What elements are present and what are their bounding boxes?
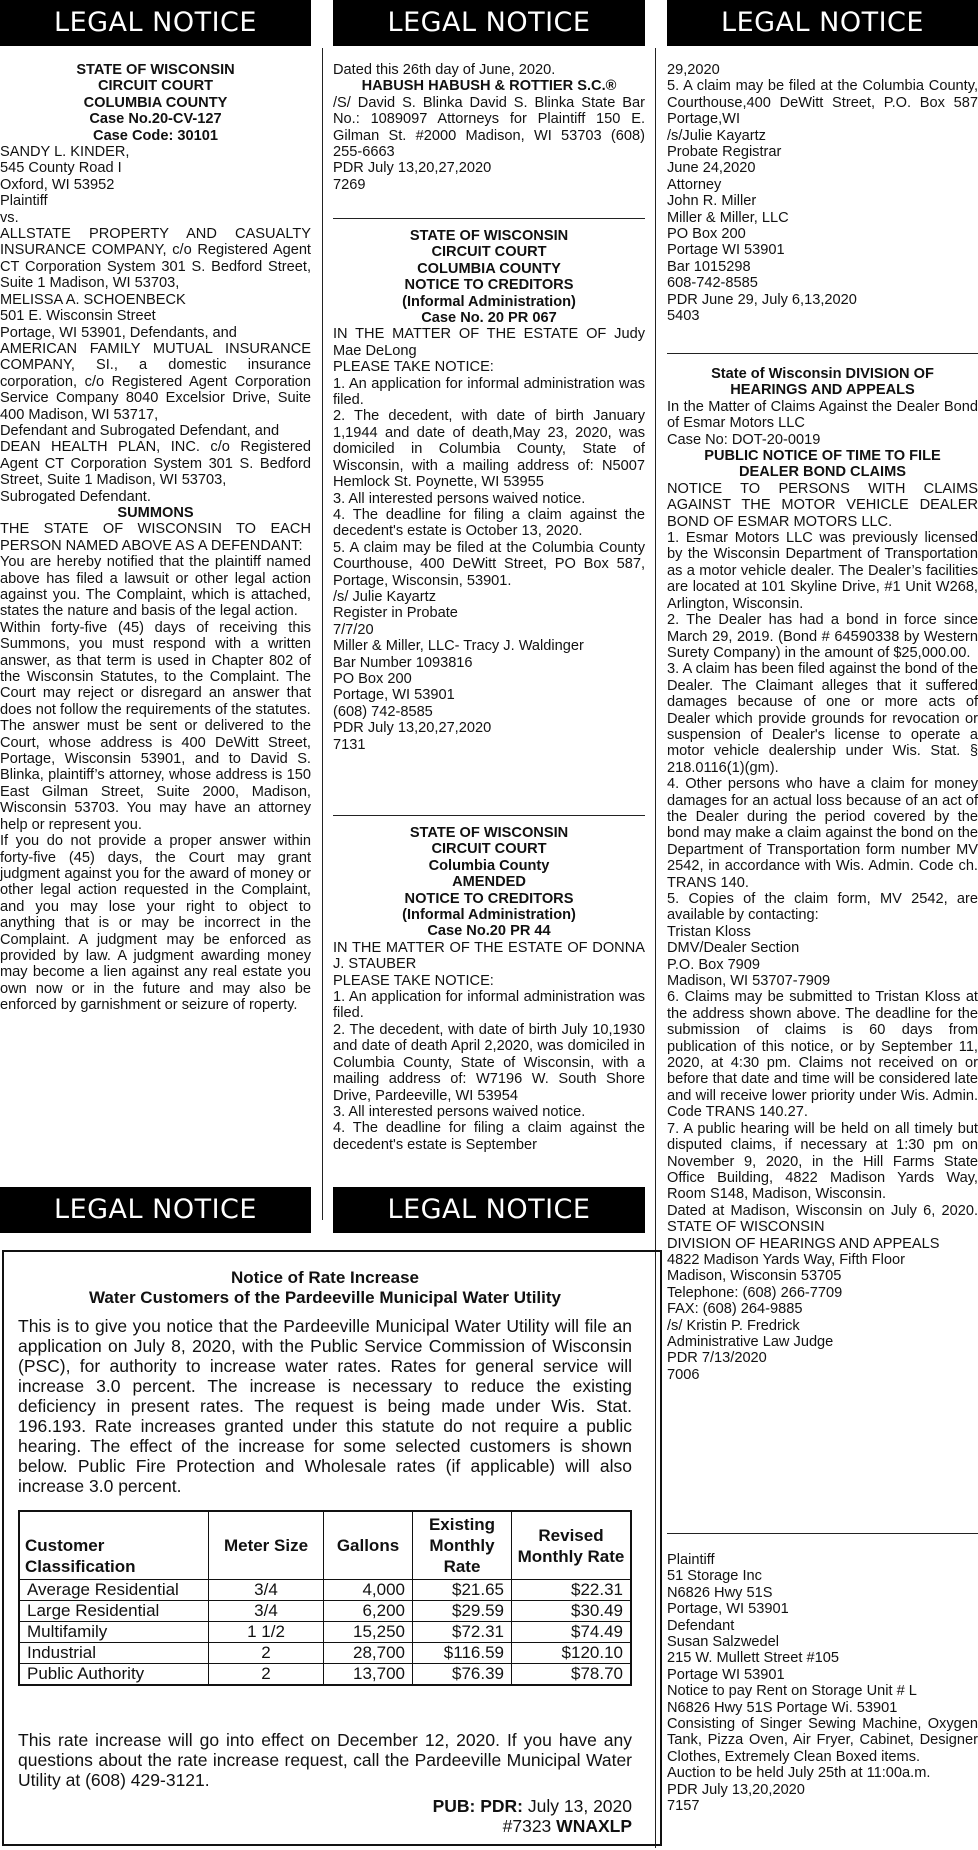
notice-line: 608-742-8585 <box>667 275 758 292</box>
table-row <box>19 1601 631 1622</box>
notice-line: PO Box 200 <box>667 226 746 243</box>
summons-paragraph: Within forty-five (45) days of receiving this Summons, you must respond with a written answer, as that term is used in Chapter 802 of the Wisconsin Statutes, to the Complaint. The Court may reject or disregard an answer that does not follow the requirements of the statutes. <box>0 619 311 718</box>
column-header: Existing Monthly Rate <box>413 1511 512 1580</box>
storage-auction-notice <box>667 1552 978 1815</box>
table-cell: 3/4 <box>209 1601 324 1622</box>
notice-line: N6826 Hwy 51S <box>667 1584 773 1601</box>
table-cell: 1 1/2 <box>209 1622 324 1643</box>
notice-line: Bar Number 1093816 <box>333 654 473 671</box>
table-cell: $76.39 <box>413 1664 512 1686</box>
notice-line: Dated at Madison, Wisconsin on July 6, 2020. STATE OF WISCONSIN <box>667 1202 978 1236</box>
table-header-row <box>19 1511 631 1580</box>
legal-notice-banner: LEGAL NOTICE <box>333 1187 645 1233</box>
notice-line: IN THE MATTER OF THE ESTATE OF Judy Mae DeLong <box>333 326 645 359</box>
table-row <box>19 1643 631 1664</box>
column-header: Gallons <box>324 1511 413 1580</box>
notice-line: 7/7/20 <box>333 621 374 638</box>
notice-line: PDR June 29, July 6,13,2020 <box>667 291 857 308</box>
notice-line: (608) 742-8585 <box>333 703 433 720</box>
notice-line: Administrative Law Judge <box>667 1333 834 1350</box>
table-cell: 2 <box>209 1643 324 1664</box>
notice-line: 1. An application for informal administration was filed. <box>333 989 645 1022</box>
table-row <box>19 1622 631 1643</box>
party-line: 545 County Road I <box>0 160 122 177</box>
notice-line: /s/Julie Kayartz <box>667 127 766 144</box>
notice-line: June 24,2020 <box>667 160 756 177</box>
column-divider <box>322 48 323 1220</box>
notice-code-number: #7323 <box>502 1816 552 1836</box>
notice-line: PO Box 200 <box>333 670 412 687</box>
notice-title: DEALER BOND CLAIMS <box>738 464 907 481</box>
notice-line: PLEASE TAKE NOTICE: <box>333 359 494 376</box>
case-number: Case No. 20 PR 067 <box>421 310 557 327</box>
rate-intro-paragraph: This is to give you notice that the Pardeeville Municipal Water Utility will file an application on July 8, 2020, with the Public Service Commission of Wisconsin (PSC), for authority to increase water rates. Rates for general service will increase 3.0 percent. The increase is necessary to reduce the existing deficiency in present rates. The request is being made under Wis. Stat. 196.193. Rate increases granted under this statute do not require a public hearing. The effect of the increase for some selected customers is shown below. Public Fire Protection and Wholesale rates (if applicable) will also increase 3.0 percent. <box>18 1316 632 1496</box>
notice-line: Plaintiff <box>667 1552 715 1568</box>
notice-line: Portage, WI 53901 <box>333 687 455 704</box>
notice-line: Bar 1015298 <box>667 258 751 275</box>
party-line: vs. <box>0 209 19 226</box>
party-line: Plaintiff <box>0 193 48 210</box>
notice-line: 4. Other persons who have a claim for money damages for an actual loss because of an act of the Dealer during the period covered by the bond may make a claim against the bond on the Department of Transportation form number MV 2542, in accordance with Wis. Admin. Code ch. TRANS 140. <box>667 776 978 891</box>
notice-line: In the Matter of Claims Against the Dealer Bond of Esmar Motors LLC <box>667 398 978 432</box>
notice-line: IN THE MATTER OF THE ESTATE OF DONNA J. STAUBER <box>333 939 645 973</box>
case-number: Case No.20 PR 44 <box>427 923 551 940</box>
publication-line <box>18 1796 632 1816</box>
table-cell: $120.10 <box>512 1643 632 1664</box>
notice-line: Portage WI 53901 <box>667 242 785 259</box>
notice-line: 3. A claim has been filed against the bond of the Dealer. The Claimant alleges that it suffered damages because of one or more acts of Dealer which provide grounds for revocation or suspension of Dealer's license to operate a motor vehicle dealership under Wis. Stat. § 218.0116(1)(gm). <box>667 661 978 776</box>
table-cell: Average Residential <box>19 1580 209 1601</box>
summons-notice <box>0 62 311 1014</box>
party-line: AMERICAN FAMILY MUTUAL INSURANCE COMPANY, SI., a domestic insurance corporation, c/o Registered Agent Corporation Service Company 8040 Excelsior Drive, Suite 400 Madison, WI 53717, <box>0 340 311 423</box>
notice-line: 5. A claim may be filed at the Columbia County Courthouse, 400 DeWitt Street, PO Box 587, Portage, Wisconsin, 53901. <box>333 539 645 589</box>
table-cell: 28,700 <box>324 1643 413 1664</box>
legal-notice-banner: LEGAL NOTICE <box>667 0 978 46</box>
notice-line: 2. The decedent, with date of birth July 10,1930 and date of death April 2,2020, was domiciled in Columbia County, State of Wisconsin, with a mailing address of: W7196 W. South Shore Drive, Pardeeville, WI 53954 <box>333 1021 645 1104</box>
notice-line: Register in Probate <box>333 605 458 622</box>
notice-line: 7157 <box>667 1798 700 1815</box>
notice-line: PLEASE TAKE NOTICE: <box>333 972 494 989</box>
notice-line: Auction to be held July 25th at 11:00a.m. <box>667 1765 931 1782</box>
party-line: SANDY L. KINDER, <box>0 144 130 161</box>
notice-heading: CIRCUIT COURT <box>431 244 547 261</box>
case-number: Case No.20-CV-127 <box>89 111 222 128</box>
legal-notice-banner: LEGAL NOTICE <box>0 0 311 46</box>
creditor-notice-stauber <box>333 825 645 1153</box>
party-line: ALLSTATE PROPERTY AND CASUALTY INSURANCE COMPANY, c/o Registered Agent CT Corporation System 301 S. Bedford Street, Suite 1 Madison, WI 53703, <box>0 226 311 292</box>
notice-divider <box>333 218 645 219</box>
notice-line: 215 W. Mullett Street #105 <box>667 1650 839 1667</box>
notice-line: 3. All interested persons waived notice. <box>333 1103 586 1120</box>
notice-line: /s/ Julie Kayartz <box>333 588 437 605</box>
publication-label: PUB: PDR: <box>432 1796 524 1816</box>
party-line: Oxford, WI 53952 <box>0 176 115 193</box>
notice-line: 4. The deadline for filing a claim against the decedent's estate is September <box>333 1120 645 1153</box>
notice-line: Probate Registrar <box>667 144 782 161</box>
county-line: Columbia County <box>428 857 550 874</box>
notice-line: Attorney <box>667 176 722 193</box>
table-cell: $30.49 <box>512 1601 632 1622</box>
table-cell: $21.65 <box>413 1580 512 1601</box>
legal-notice-banner: LEGAL NOTICE <box>0 1187 311 1233</box>
summons-paragraph: The answer must be sent or delivered to the Court, whose address is 400 DeWitt Street, Portage, Wisconsin 53901, and to David S. Blinka, plaintiff’s attorney, whose address is 150 East Gilman Street, Suite 2000, Madison, Wisconsin 53703. You may have an attorney help or represent you. <box>0 718 311 833</box>
summons-title: SUMMONS <box>117 504 194 521</box>
notice-line: Miller & Miller, LLC <box>667 209 789 226</box>
notice-line: FAX: (608) 264-9885 <box>667 1301 803 1318</box>
notice-line: Portage WI 53901 <box>667 1666 785 1683</box>
legal-notice-banner: LEGAL NOTICE <box>333 0 645 46</box>
publication-date: July 13, 2020 <box>527 1796 632 1816</box>
notice-heading: STATE OF WISCONSIN <box>409 228 569 244</box>
table-cell: Industrial <box>19 1643 209 1664</box>
rate-footer-paragraph: This rate increase will go into effect on December 12, 2020. If you have any questions about the rate increase request, call the Pardeeville Municipal Water Utility at (608) 429-3121. <box>18 1730 632 1790</box>
notice-line: 3. All interested persons waived notice. <box>333 490 586 507</box>
notice-line: Tristan Kloss <box>667 923 751 940</box>
court-line: STATE OF WISCONSIN <box>76 62 235 78</box>
notice-code-line <box>18 1816 632 1836</box>
table-cell: 15,250 <box>324 1622 413 1643</box>
notice-line: John R. Miller <box>667 193 757 210</box>
notice-line: 7. A public hearing will be held on all timely but disputed claims, if necessary at 1:30 pm on November 9, 2020, in the Hill Farms State Office Building, 4822 Madison Yards Way, Room S148, Madison, Wisconsin. <box>667 1120 978 1203</box>
notice-line: DIVISION OF HEARINGS AND APPEALS <box>667 1235 940 1252</box>
table-cell: $78.70 <box>512 1664 632 1686</box>
notice-line: 4. The deadline for filing a claim against the decedent's estate is October 13, 2020. <box>333 506 645 540</box>
notice-line: 29,2020 <box>667 62 720 78</box>
table-cell: $29.59 <box>413 1601 512 1622</box>
table-cell: $22.31 <box>512 1580 632 1601</box>
rate-notice-title: Notice of Rate Increase <box>230 1268 419 1287</box>
attorney-signature-block <box>333 62 645 193</box>
notice-line: 5403 <box>667 308 700 325</box>
notice-code-name: WNAXLP <box>556 1816 632 1836</box>
column-header: Revised Monthly Rate <box>512 1511 632 1580</box>
notice-line: Madison, WI 53707-7909 <box>667 973 831 990</box>
table-row <box>19 1580 631 1601</box>
summons-paragraph: THE STATE OF WISCONSIN TO EACH PERSON NAMED ABOVE AS A DEFENDANT: <box>0 521 311 554</box>
notice-line: Case No: DOT-20-0019 <box>667 431 821 448</box>
party-line: Portage, WI 53901, Defendants, and <box>0 324 237 341</box>
law-firm: HABUSH HABUSH & ROTTIER S.C.® <box>361 78 617 95</box>
rate-table <box>18 1510 632 1686</box>
notice-line: P.O. Box 7909 <box>667 956 761 973</box>
notice-heading: AMENDED <box>452 874 526 891</box>
notice-line: Portage, WI 53901 <box>667 1601 789 1618</box>
party-line: 501 E. Wisconsin Street <box>0 308 156 325</box>
table-cell: 3/4 <box>209 1580 324 1601</box>
notice-heading: (Informal Administration) <box>402 293 576 310</box>
notice-line: Notice to pay Rent on Storage Unit # L <box>667 1683 917 1700</box>
notice-divider <box>667 1533 978 1534</box>
notice-line: Telephone: (608) 266-7709 <box>667 1284 843 1301</box>
notice-heading: NOTICE TO CREDITORS <box>404 890 574 907</box>
notice-line: N6826 Hwy 51S Portage Wi. 53901 <box>667 1699 898 1716</box>
notice-divider <box>333 815 645 816</box>
notice-heading: STATE OF WISCONSIN <box>409 825 569 841</box>
table-cell: 4,000 <box>324 1580 413 1601</box>
table-cell: Multifamily <box>19 1622 209 1643</box>
table-cell: $74.49 <box>512 1622 632 1643</box>
column-header: Customer Classification <box>19 1511 209 1580</box>
rate-increase-notice <box>2 1250 662 1846</box>
summons-paragraph: If you do not provide a proper answer within forty-five (45) days, the Court may grant judgment against you for the award of money or other legal action requested in the Complaint, and you may lose your right to object to anything that is or may be incorrect in the Complaint. A judgment may be enforced as provided by law. A judgment awarding money may become a lien against any real estate you own now or in the future and may also be enforced by garnishment or seizure of roperty. <box>0 833 311 1014</box>
column-header: Meter Size <box>209 1511 324 1580</box>
table-cell: 13,700 <box>324 1664 413 1686</box>
notice-title: PUBLIC NOTICE OF TIME TO FILE <box>704 448 941 465</box>
party-line: Defendant and Subrogated Defendant, and <box>0 422 280 439</box>
notice-heading: NOTICE TO CREDITORS <box>404 277 574 294</box>
notice-line: Consisting of Singer Sewing Machine, Oxygen Tank, Pizza Oven, Air Fryer, Cabinet, Designer Clothes, Extremely Clean Boxed items. <box>667 1716 978 1765</box>
notice-line: PDR 7/13/2020 <box>667 1350 767 1367</box>
notice-line: Miller & Miller, LLC- Tracy J. Waldinger <box>333 638 584 655</box>
table-cell: $116.59 <box>413 1643 512 1664</box>
notice-line: PDR July 13,20,2020 <box>667 1781 805 1798</box>
table-cell: 6,200 <box>324 1601 413 1622</box>
party-line: MELISSA A. SCHOENBECK <box>0 291 186 308</box>
attorney-signature: /S/ David S. Blinka David S. Blinka State Bar No.: 1089097 Attorneys for Plaintiff 150 E. Gilman St. #2000 Madison, WI 53703 (608) 255-6663 <box>333 94 645 161</box>
notice-line: 5. Copies of the claim form, MV 2542, are available by contacting: <box>667 891 978 924</box>
notice-line: /s/ Kristin P. Fredrick <box>667 1317 800 1334</box>
table-cell: Public Authority <box>19 1664 209 1686</box>
publication-dates: PDR July 13,20,27,2020 <box>333 160 492 177</box>
notice-line: 7006 <box>667 1366 700 1383</box>
party-line: Subrogated Defendant. <box>0 488 151 505</box>
table-cell: Large Residential <box>19 1601 209 1622</box>
notice-heading: COLUMBIA COUNTY <box>417 260 561 277</box>
table-row <box>19 1664 631 1686</box>
notice-line: PDR July 13,20,27,2020 <box>333 720 492 737</box>
creditor-notice-continuation <box>667 62 978 325</box>
notice-line: 1. An application for informal administration was filed. <box>333 375 645 409</box>
notice-line: 7131 <box>333 736 366 753</box>
dealer-bond-notice <box>667 366 978 1383</box>
creditor-notice-delong <box>333 228 645 753</box>
party-line: DEAN HEALTH PLAN, INC. c/o Registered Agent CT Corporation System 301 S. Bedford Street, Suite 1 Madison, WI 53703, <box>0 439 311 489</box>
notice-line: 2. The decedent, with date of birth January 1,1944 and date of death,May 23, 2020, was domiciled in Columbia County, State of Wisconsin, with a mailing address of: N5007 Hemlock St. Poynette, WI 53955 <box>333 408 645 491</box>
notice-line: 5. A claim may be filed at the Columbia County, Courthouse,400 DeWitt Street, P.O. Box 587 Portage,WI <box>667 78 978 128</box>
notice-line: 2. The Dealer has had a bond in force since March 29, 2019. (Bond # 64590338 by Western Surety Company) in the amount of $25,000.00. <box>667 612 978 661</box>
notice-line: 6. Claims may be submitted to Tristan Kloss at the address shown above. The deadline for the submission of claims is 60 days from publication of this notice, or by September 11, 2020, at 4:30 pm. Claims not received on or before that date and time will be considered late and will receive lower priority under Wis. Admin. Code TRANS 140.27. <box>667 989 978 1121</box>
notice-line: NOTICE TO PERSONS WITH CLAIMS AGAINST THE MOTOR VEHICLE DEALER BOND OF ESMAR MOTORS LLC. <box>667 480 978 530</box>
court-line: COLUMBIA COUNTY <box>83 94 228 111</box>
court-line: CIRCUIT COURT <box>97 78 214 95</box>
notice-heading: HEARINGS AND APPEALS <box>730 382 915 399</box>
case-code: Case Code: 30101 <box>93 127 218 144</box>
summons-paragraph: You are hereby notified that the plaintiff named above has filed a lawsuit or other legal action against you. The Complaint, which is attached, states the nature and basis of the legal action. <box>0 554 311 620</box>
notice-line: 51 Storage Inc <box>667 1568 762 1585</box>
notice-heading: (Informal Administration) <box>402 907 576 924</box>
notice-divider <box>667 353 978 354</box>
table-cell: $72.31 <box>413 1622 512 1643</box>
notice-heading: State of Wisconsin DIVISION OF <box>711 366 934 382</box>
notice-line: 4822 Madison Yards Way, Fifth Floor <box>667 1251 905 1268</box>
notice-line: Madison, Wisconsin 53705 <box>667 1268 842 1285</box>
notice-line: Defendant <box>667 1617 735 1634</box>
notice-line: DMV/Dealer Section <box>667 940 800 957</box>
rate-notice-subtitle: Water Customers of the Pardeeville Municipal Water Utility <box>88 1288 561 1307</box>
table-cell: 2 <box>209 1664 324 1686</box>
dated-line: Dated this 26th day of June, 2020. <box>333 62 556 78</box>
notice-heading: CIRCUIT COURT <box>431 841 547 858</box>
notice-line: Susan Salzwedel <box>667 1634 779 1651</box>
notice-number: 7269 <box>333 176 366 193</box>
notice-line: 1. Esmar Motors LLC was previously licensed by the Wisconsin Department of Transportation as a motor vehicle dealer. The Dealer’s facilities are located at 101 Skyline Drive, #1 Unit W268, Arlington, Wisconsin. <box>667 530 978 612</box>
